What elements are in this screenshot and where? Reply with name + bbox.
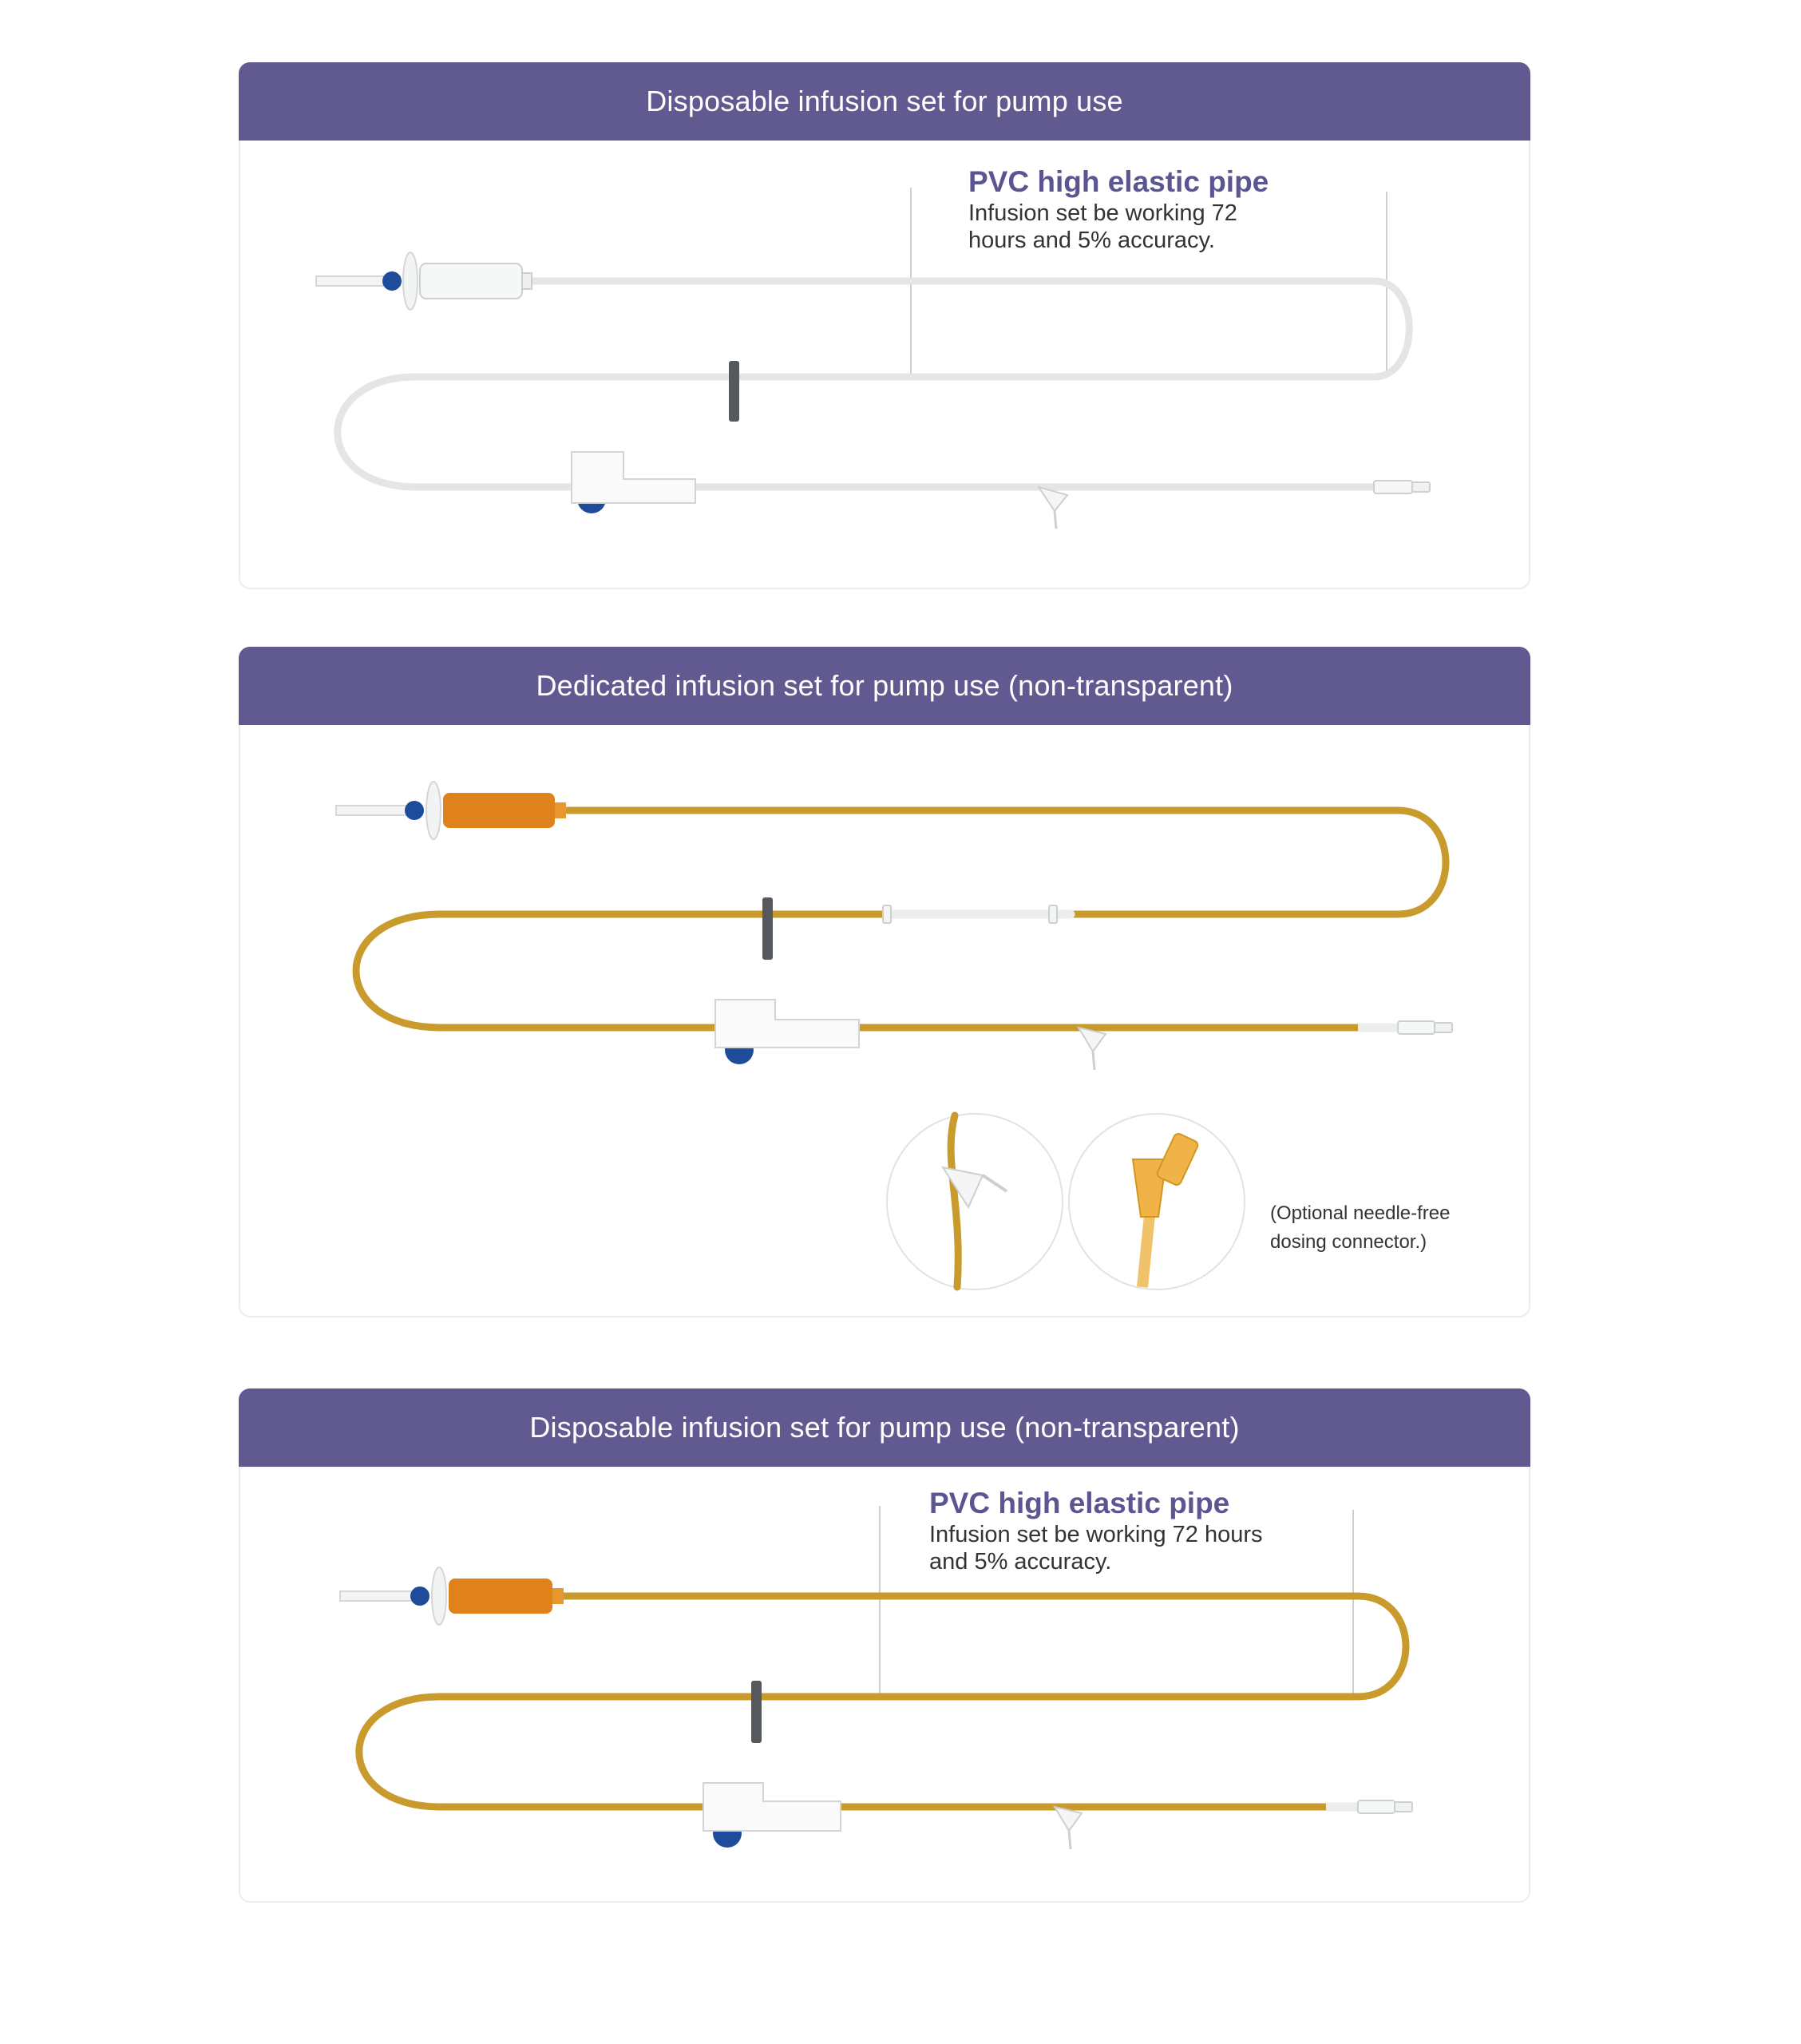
drip-chamber — [420, 263, 522, 299]
callout-pvc-pipe-2 — [929, 1486, 1263, 1575]
spike-blue-cap — [410, 1586, 429, 1606]
flange — [403, 252, 418, 310]
slide-clamp — [762, 897, 773, 960]
callout-text-line-2: hours and 5% accuracy. — [968, 228, 1215, 253]
callout-pvc-pipe-1 — [968, 164, 1269, 254]
tube — [338, 281, 1410, 487]
product-panel-2 — [239, 647, 1530, 1317]
note-line-1: (Optional needle-free — [1270, 1202, 1451, 1224]
infusion-set-clear-illustration — [240, 64, 1532, 591]
luer-connector — [1358, 1800, 1395, 1813]
callout-text-line-2: and 5% accuracy. — [929, 1549, 1112, 1575]
note-line-2: dosing connector.) — [1270, 1231, 1427, 1253]
drip-chamber — [443, 793, 555, 828]
luer-connector — [1374, 481, 1412, 493]
optional-connector-note — [1270, 1199, 1450, 1257]
panel-2-title: Dedicated infusion set for pump use (non-transparent) — [239, 647, 1530, 725]
slide-clamp — [729, 361, 739, 422]
spike-blue-cap — [382, 271, 402, 291]
callout-title: PVC high elastic pipe — [929, 1487, 1230, 1519]
panel-3-title: Disposable infusion set for pump use (non-transparent) — [239, 1388, 1530, 1467]
slide-clamp — [751, 1681, 762, 1743]
product-panel-3 — [239, 1388, 1530, 1903]
product-panel-1 — [239, 62, 1530, 589]
callout-title: PVC high elastic pipe — [968, 165, 1269, 198]
tube — [359, 1596, 1406, 1807]
flange — [426, 782, 441, 839]
flange — [432, 1567, 446, 1625]
spike-blue-cap — [405, 801, 424, 820]
luer-connector — [1398, 1021, 1435, 1034]
callout-text-line-1: Infusion set be working 72 — [968, 200, 1237, 226]
drip-chamber — [449, 1579, 552, 1614]
callout-text-line-1: Infusion set be working 72 hours — [929, 1522, 1263, 1547]
roller-clamp — [715, 1000, 859, 1048]
detail-circle-needle-free-connector — [1069, 1114, 1245, 1289]
roller-clamp — [572, 452, 695, 503]
infusion-set-amber-illustration-2 — [240, 1390, 1532, 1904]
tube — [356, 810, 1446, 1028]
roller-clamp — [703, 1783, 841, 1831]
panel-1-title: Disposable infusion set for pump use — [239, 62, 1530, 141]
detail-circle-y-site — [887, 1114, 1063, 1289]
